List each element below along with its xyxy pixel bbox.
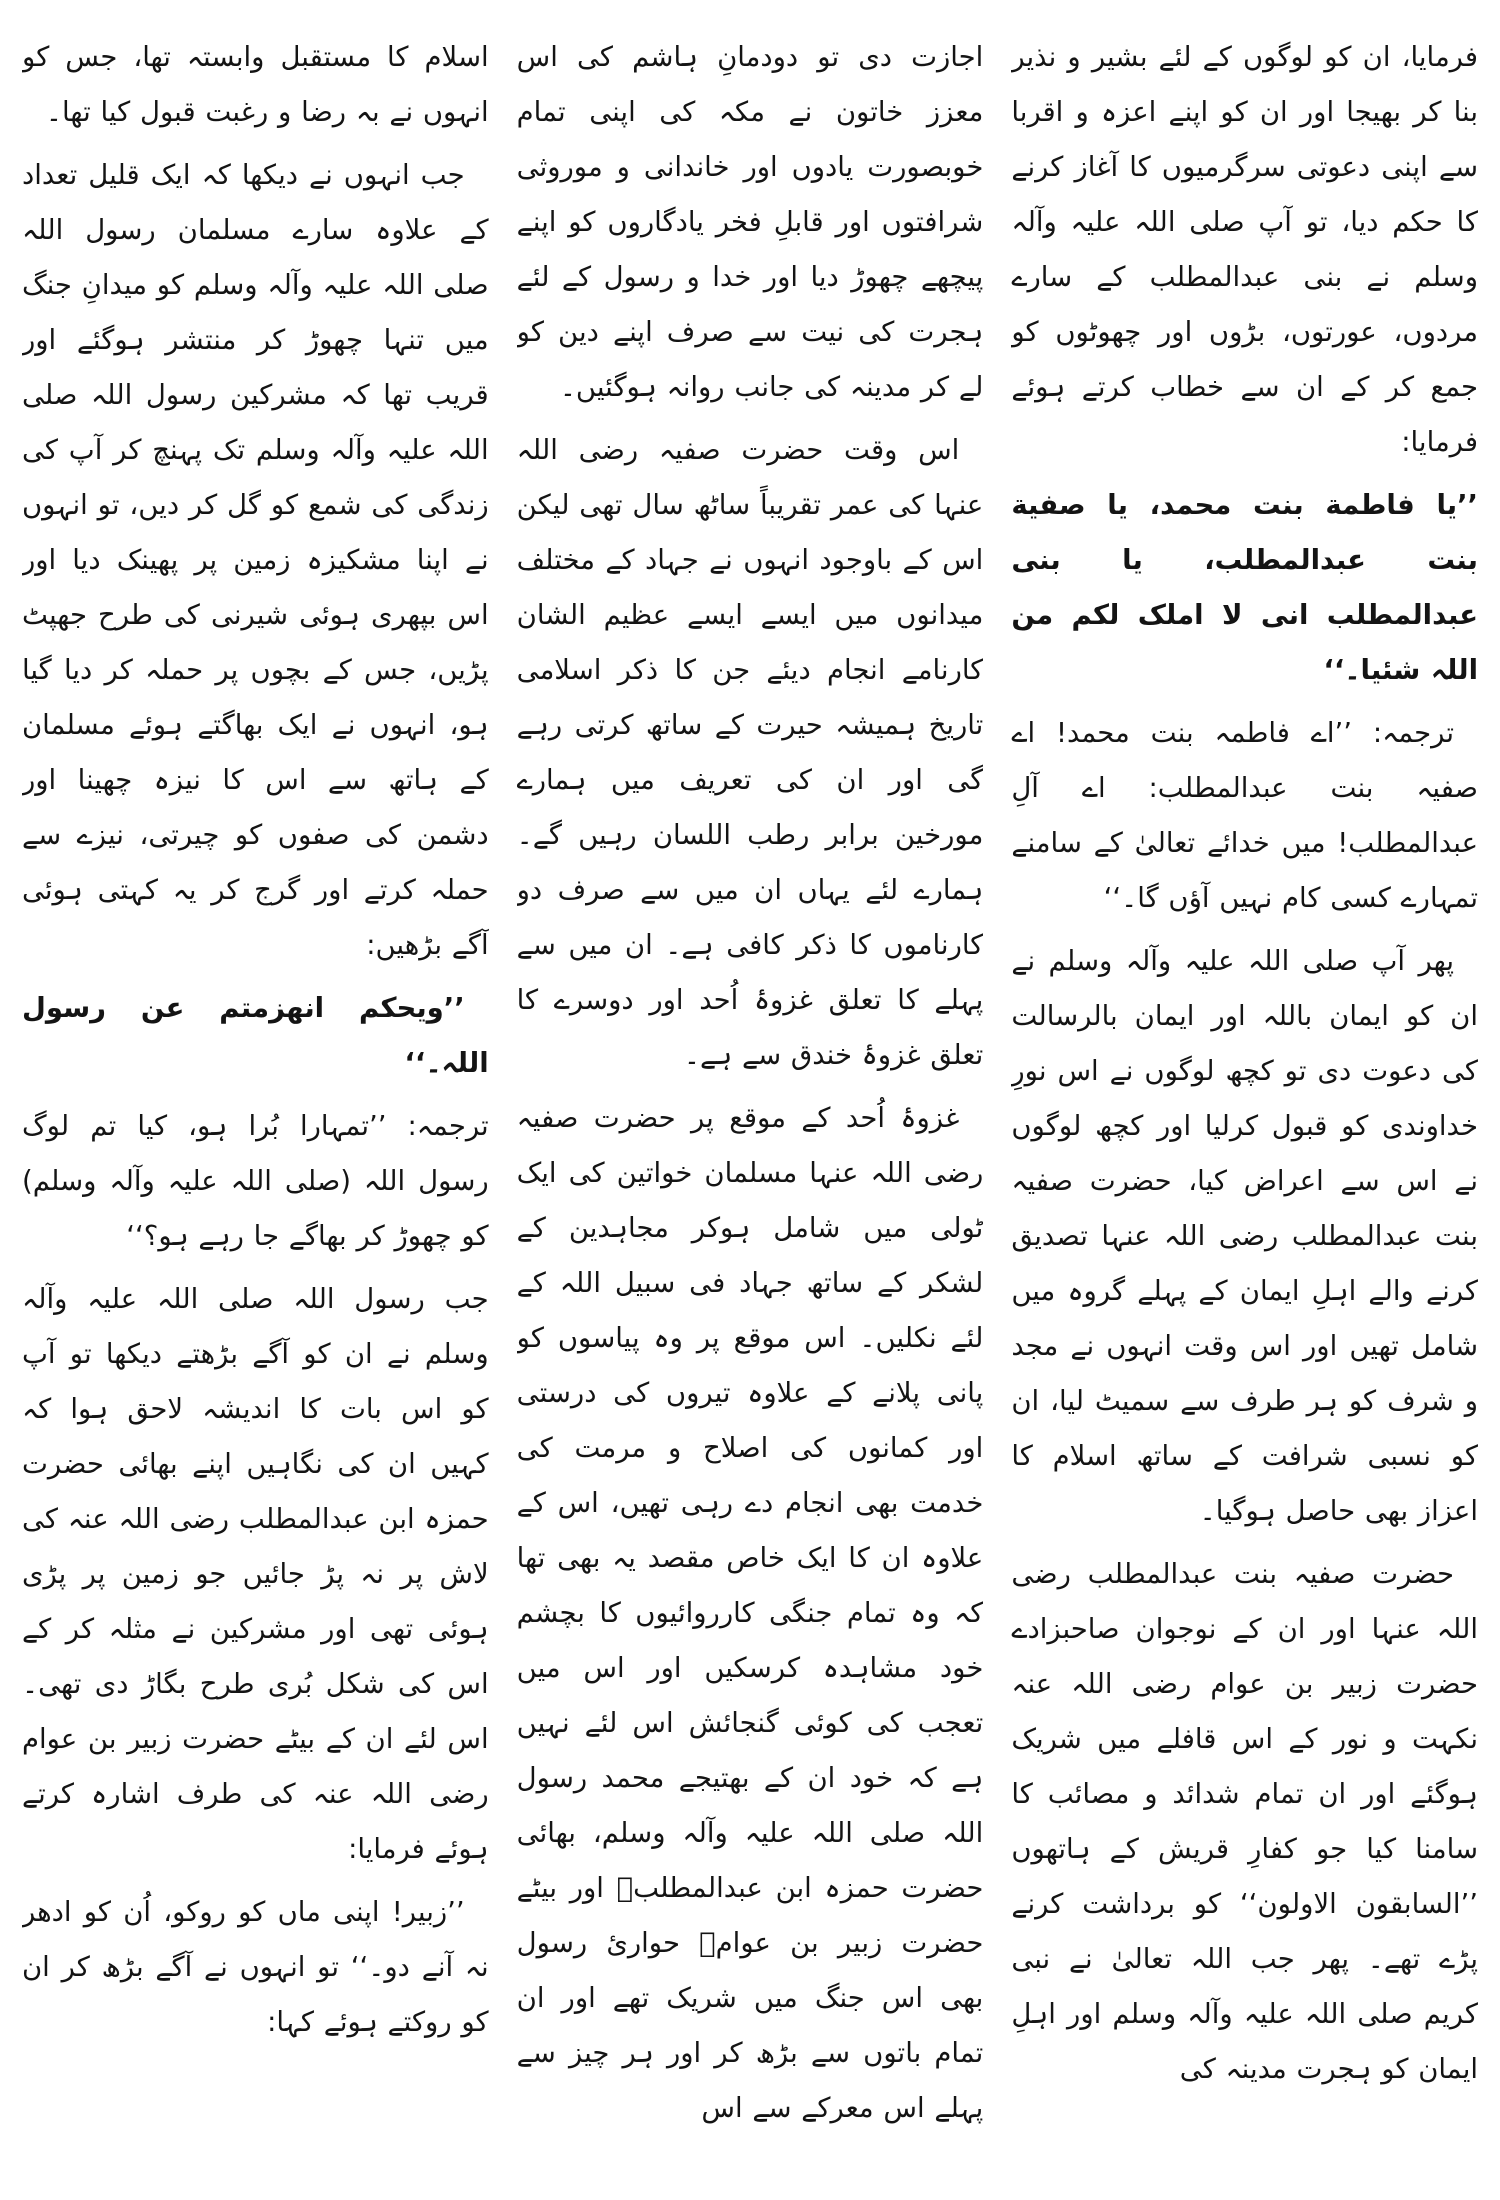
paragraph: اس وقت حضرت صفیہ رضی اللہ عنہا کی عمر تقریباً ساٹھ سال تھی لیکن اس کے باوجود انہوں نے جہاد کے مختلف میدانوں میں ایسے ایسے عظیم الشان کارنامے انجام دیئے جن کا ذکر اسلامی تاریخ ہمیشہ حیرت کے ساتھ کرتی رہے گی اور ان کی تعریف میں ہمارے مورخین برابر رطب اللسان رہیں گے۔ ہمارے لئے یہاں ان میں سے صرف دو کارناموں کا ذکر کافی ہے۔ ان میں سے پہلے کا تعلق غزوۂ اُحد اور دوسرے کا تعلق غزوۂ خندق سے ہے۔ [516,434,984,1071]
paragraph: فرمایا، ان کو لوگوں کے لئے بشیر و نذیر بنا کر بھیجا اور ان کو اپنے اعزہ و اقربا سے اپنی دعوتی سرگرمیوں کا آغاز کرنے کا حکم دیا، تو آپ صلی اللہ علیہ وآلہ وسلم نے بنی عبدالمطلب کے سارے مردوں، عورتوں، بڑوں اور چھوٹوں کو جمع کر کے ان سے خطاب کرتے ہوئے فرمایا: [1011,41,1478,458]
column-middle [517,30,984,2180]
paragraph: جب رسول اللہ صلی اللہ علیہ وآلہ وسلم نے ان کو آگے بڑھتے دیکھا تو آپ کو اس بات کا اندیشہ لاحق ہوا کہ کہیں ان کی نگاہیں اپنے بھائی حضرت حمزہ ابن عبدالمطلب رضی اللہ عنہ کی لاش پر نہ پڑ جائیں جو زمین پر پڑی ہوئی تھی اور مشرکین نے مثلہ کر کے اس کی شکل بُری طرح بگاڑ دی تھی۔ اس لئے ان کے بیٹے حضرت زبیر بن عوام رضی اللہ عنہ کی طرف اشارہ کرتے ہوئے فرمایا: [21,1283,489,1865]
paragraph: جب انہوں نے دیکھا کہ ایک قلیل تعداد کے علاوہ سارے مسلمان رسول اللہ صلی اللہ علیہ وآلہ وسلم کو میدانِ جنگ میں تنہا چھوڑ کر منتشر ہوگئے اور قریب تھا کہ مشرکین رسول اللہ صلی اللہ علیہ وآلہ وسلم تک پہنچ کر آپ کی زندگی کی شمع کو گل کر دیں، تو انہوں نے اپنا مشکیزہ زمین پر پھینک دیا اور اس بپھری ہوئی شیرنی کی طرح جھپٹ پڑیں، جس کے بچوں پر حملہ کر دیا گیا ہو، انہوں نے ایک بھاگتے ہوئے مسلمان کے ہاتھ سے اس کا نیزہ چھینا اور دشمن کی صفوں کو چیرتی، نیزے سے حملہ کرتے اور گرج کر یہ کہتی ہوئی آگے بڑھیں: [21,159,489,961]
translation-paragraph: ترجمہ: ’’اے فاطمہ بنت محمد! اے صفیہ بنت عبدالمطلب: اے آلِ عبدالمطلب! میں خدائے تعالیٰ کے سامنے تمہارے کسی کام نہیں آؤں گا۔‘‘ [1011,717,1478,914]
paragraph: پھر آپ صلی اللہ علیہ وآلہ وسلم نے ان کو ایمان باللہ اور ایمان بالرسالت کی دعوت دی تو کچھ لوگوں نے اس نورِ خداوندی کو قبول کرلیا اور کچھ لوگوں نے اس سے اعراض کیا، حضرت صفیہ بنت عبدالمطلب رضی اللہ عنہا تصدیق کرنے والے اہلِ ایمان کے پہلے گروہ میں شامل تھیں اور اس وقت انہوں نے مجد و شرف کو ہر طرف سے سمیٹ لیا، ان کو نسبی شرافت کے ساتھ اسلام کا اعزاز بھی حاصل ہوگیا۔ [1011,945,1478,1527]
paragraph: اسلام کا مستقبل وابستہ تھا، جس کو انہوں نے بہ رضا و رغبت قبول کیا تھا۔ [21,41,489,128]
paragraph: اجازت دی تو دودمانِ ہاشم کی اس معزز خاتون نے مکہ کی اپنی تمام خوبصورت یادوں اور خاندانی و موروثی شرافتوں اور قابلِ فخر یادگاروں کو اپنے پیچھے چھوڑ دیا اور خدا و رسول کے لئے ہجرت کی نیت سے صرف اپنے دین کو لے کر مدینہ کی جانب روانہ ہوگئیں۔ [516,41,984,403]
column-right [1011,30,1478,2180]
paragraph: غزوۂ اُحد کے موقع پر حضرت صفیہ رضی اللہ عنہا مسلمان خواتین کی ایک ٹولی میں شامل ہوکر مجاہدین کے لشکر کے ساتھ جہاد فی سبیل اللہ کے لئے نکلیں۔ اس موقع پر وہ پیاسوں کو پانی پلانے کے علاوہ تیروں کی درستی اور کمانوں کی اصلاح و مرمت کی خدمت بھی انجام دے رہی تھیں، اس کے علاوہ ان کا ایک خاص مقصد یہ بھی تھا کہ وہ تمام جنگی کارروائیوں کا بچشم خود مشاہدہ کرسکیں اور اس میں تعجب کی کوئی گنجائش اس لئے نہیں ہے کہ خود ان کے بھتیجے محمد رسول اللہ صلی اللہ علیہ وآلہ وسلم، بھائی حضرت حمزہ ابن عبدالمطلبؓ اور بیٹے حضرت زبیر بن عوامؓ حواریٔ رسول بھی اس جنگ میں شریک تھے اور ان تمام باتوں سے بڑھ کر اور ہر چیز سے پہلے اس معرکے سے اس [516,1102,984,2124]
arabic-quote: ’’ویحکم انھزمتم عن رسول اللہ۔‘‘ [21,992,489,1079]
paragraph: حضرت صفیہ بنت عبدالمطلب رضی اللہ عنہا اور ان کے نوجوان صاحبزادے حضرت زبیر بن عوام رضی اللہ عنہ نکہت و نور کے اس قافلے میں شریک ہوگئے اور ان تمام شدائد و مصائب کا سامنا کیا جو کفارِ قریش کے ہاتھوں ’’السابقون الاولون‘‘ کو برداشت کرنے پڑے تھے۔ پھر جب اللہ تعالیٰ نے نبی کریم صلی اللہ علیہ وآلہ وسلم اور اہلِ ایمان کو ہجرت مدینہ کی [1011,1558,1478,2085]
arabic-quote: ’’یا فاطمة بنت محمد، یا صفیة بنت عبدالمطلب، یا بنی عبدالمطلب انی لا املک لکم من اللہ شئیا۔‘‘ [1011,489,1478,686]
column-left [22,30,489,2180]
paragraph: ’’زبیر! اپنی ماں کو روکو، اُن کو ادھر نہ آنے دو۔‘‘ تو انہوں نے آگے بڑھ کر ان کو روکتے ہوئے کہا: [21,1896,489,2038]
translation-paragraph: ترجمہ: ’’تمہارا بُرا ہو، کیا تم لوگ رسول اللہ (صلی اللہ علیہ وآلہ وسلم) کو چھوڑ کر بھاگے جا رہے ہو؟‘‘ [21,1110,489,1252]
